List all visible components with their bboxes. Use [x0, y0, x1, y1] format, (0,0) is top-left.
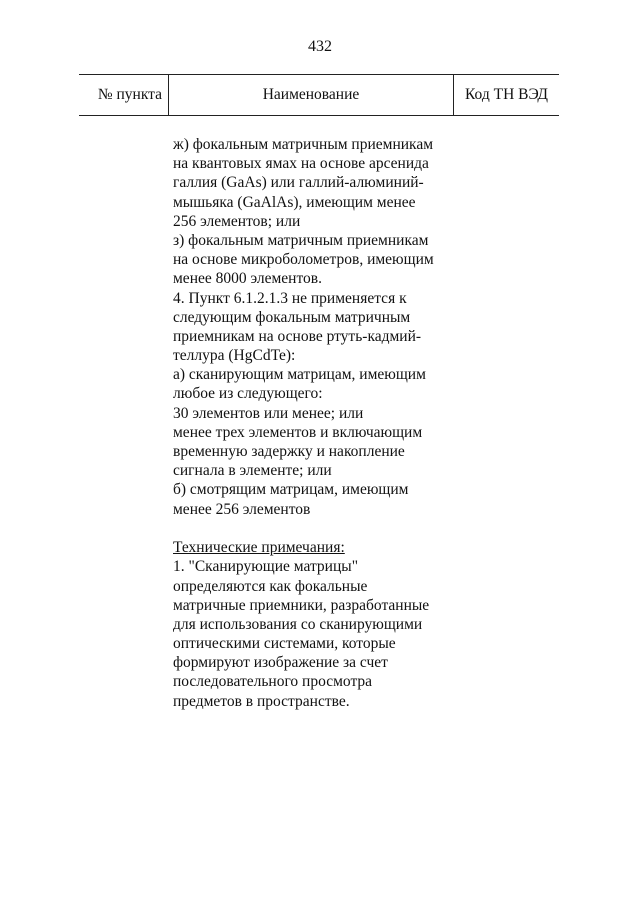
text-line: ж) фокальным матричным приемникам — [173, 136, 434, 153]
text-line: на квантовых ямах на основе арсенида — [173, 155, 429, 173]
text-line: менее 8000 элементов. — [173, 270, 322, 288]
text-line: 30 элементов или менее; или — [173, 404, 364, 422]
text-line: б) смотрящим матрицам, имеющим — [173, 481, 409, 499]
text-line: 4. Пункт 6.1.2.1.3 не применяется к — [173, 289, 407, 307]
text-line: менее трех элементов и включающим — [173, 423, 423, 441]
note-line: последовательного просмотра — [173, 673, 373, 691]
note-line: определяются как фокальные — [173, 577, 368, 595]
column-header-name: Наименование — [169, 75, 454, 115]
text-line: сигнала в элементе; или — [173, 462, 332, 480]
column-header-code: Код ТН ВЭД — [464, 86, 548, 103]
note-line: матричные приемники, разработанные — [173, 596, 430, 614]
note-line: формируют изображение за счет — [173, 654, 388, 672]
note-line: 1. "Сканирующие матрицы" — [173, 558, 359, 576]
text-line: з) фокальным матричным приемникам — [173, 231, 429, 249]
text-line: любое из следующего: — [173, 385, 323, 403]
text-line: следующим фокальным матричным — [173, 308, 411, 326]
text-line: приемникам на основе ртуть-кадмий- — [173, 327, 422, 345]
note-line: оптическими системами, которые — [173, 635, 396, 653]
text-line: мышьяка (GaAlAs), имеющим менее — [173, 193, 416, 211]
table-header — [79, 74, 559, 116]
text-line: галлия (GaAs) или галлий-алюминий- — [173, 174, 424, 192]
text-line: 256 элементов; или — [173, 212, 301, 230]
paragraph-gap — [173, 519, 453, 538]
notes-heading: Технические примечания: — [173, 539, 345, 557]
column-header-number: № пункта — [79, 75, 169, 115]
text-line: теллура (HgCdTe): — [173, 347, 296, 365]
page-number: 432 — [308, 38, 332, 55]
note-line: для использования со сканирующими — [173, 615, 423, 633]
text-line: на основе микроболометров, имеющим — [173, 251, 434, 269]
item-description — [173, 135, 453, 711]
text-line: временную задержку и накопление — [173, 443, 405, 460]
note-line: предметов в пространстве. — [173, 692, 350, 710]
text-line: а) сканирующим матрицам, имеющим — [173, 366, 426, 384]
text-line: менее 256 элементов — [173, 500, 311, 518]
